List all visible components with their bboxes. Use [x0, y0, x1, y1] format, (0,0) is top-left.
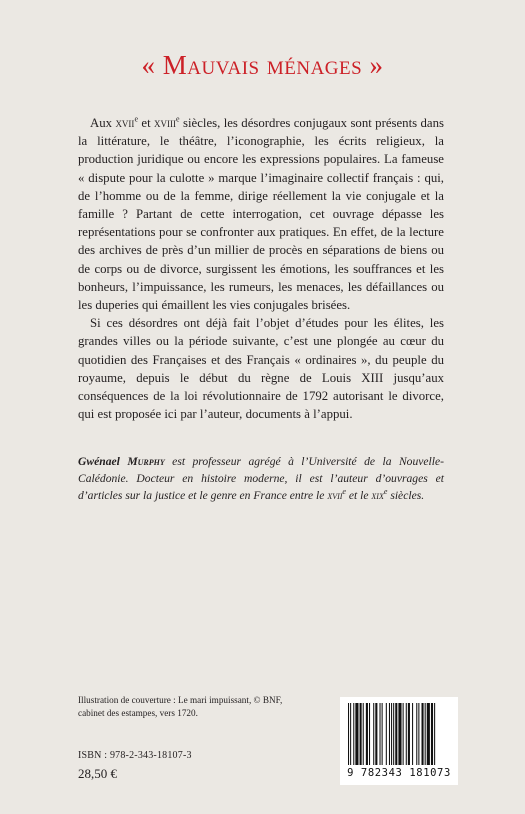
bio-text: est professeur agrégé à l’Université de la Nouvelle-Calédonie. Docteur en histoire moderne, il est l’auteur d’ouvrages et d’articles sur la justice et le genre en France entre le [78, 455, 445, 503]
author-bio [78, 453, 444, 505]
barcode-bars [344, 703, 454, 767]
barcode-number: 9 782343 181073 [347, 767, 451, 779]
superscript: e [383, 487, 388, 497]
superscript: e [342, 487, 346, 497]
superscript: e [176, 114, 180, 124]
author-first-name: Gwénael [78, 455, 128, 468]
book-title: « Mauvais ménages » [141, 50, 384, 80]
summary-text-fragment: et [138, 116, 155, 130]
century-numeral: xviii [154, 116, 177, 130]
barcode [340, 697, 458, 785]
cover-illustration-credit: Illustration de couverture : Le mari impuissant, © BNF, cabinet des estampes, vers 1720. [78, 695, 283, 718]
author-last-name: Murphy [127, 455, 165, 468]
summary-paragraph-1 [78, 114, 444, 314]
summary-paragraph-2: Si ces désordres ont déjà fait l’objet d’études pour les élites, les grandes villes ou la période suivante, c’est une plongée au cœur du quotidien des Françaises et des Français « ordinaires », du peuple du royaume, depuis le début du règne de Louis XIII jusqu’aux conséquences de la loi révolutionnaire de 1792 autorisant le divorce, qui est proposée ici par l’auteur, documents à l’appui. [78, 316, 444, 422]
bio-text: et le [345, 489, 372, 503]
century-numeral: xvii [327, 489, 343, 503]
century-numeral: xix [371, 489, 384, 503]
bio-text: siècles. [387, 489, 425, 503]
summary-text-fragment: Aux [90, 116, 116, 130]
superscript: e [134, 114, 138, 124]
isbn: ISBN : 978-2-343-18107-3 [78, 750, 192, 761]
summary-text-fragment: siècles, les désordres conjugaux sont présents dans la littérature, le théâtre, l’iconographie, les écrits religieux, la production juridique ou encore les expressions populaires. La fameuse « dispute pour la culotte » marque l’imaginaire collectif français : qui, de l’homme ou de la femme, dirige réellement la vie conjugale et la famille ? Partant de cette interrogation, cet ouvrage dépasse les représentations pour se confronter aux pratiques. En effet, de la lecture des archives de près d’un millier de procès en séparations de biens ou de corps ou de divorce, surgissent les émotions, les souffrances et les bonheurs, l’impuissance, les rumeurs, les menaces, les défaillances ou les duperies qui émaillent les vies conjugales brisées. [78, 116, 444, 313]
summary-text [78, 114, 444, 423]
price: 28,50 € [78, 766, 117, 781]
century-numeral: xvii [115, 116, 135, 130]
